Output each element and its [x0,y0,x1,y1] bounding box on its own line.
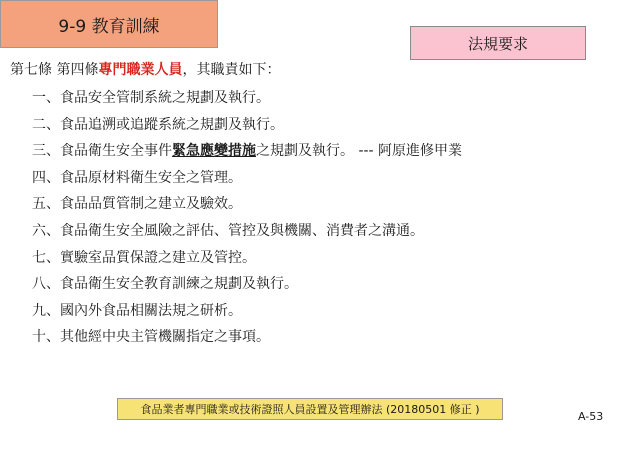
duty-item: 一、食品安全管制系統之規劃及執行。 [32,90,270,106]
duty-item [32,141,462,161]
regulation-badge [410,26,586,60]
article-prefix: 第七條 第四條 [10,62,99,78]
duty-item: 十、其他經中央主管機關指定之事項。 [32,329,270,346]
duty-item: 六、食品衛生安全風險之評估、管控及與機關、消費者之溝通。 [32,222,424,239]
article-role: 專門職業人員 [98,62,183,78]
article-suffix: ，其職責如下： [182,62,281,78]
duty-item: 七、實驗室品質保證之建立及管控。 [32,249,256,266]
duty-emphasis: 緊急應變措施 [172,143,256,160]
duty-item: 八、食品衛生安全教育訓練之規劃及執行。 [32,276,298,293]
duty-item: 二、食品追溯或追蹤系統之規劃及執行。 [32,116,284,133]
duty-item: 四、食品原材料衛生安全之管理。 [32,169,242,186]
section-title: 9-9 教育訓練 [58,16,160,37]
page-number: A-53 [578,410,604,423]
duty-text-before: 三、食品衛生安全事件 [32,143,172,160]
duty-list [32,88,462,354]
section-title-tab [0,0,218,48]
duty-item: 九、國內外食品相關法規之研析。 [32,302,242,319]
source-citation [117,398,503,420]
regulation-badge-label: 法規要求 [467,34,528,53]
duty-text-after: 之規劃及執行。 --- 阿原進修甲業 [256,143,463,160]
source-citation-text: 食品業者專門職業或技術證照人員設置及管理辦法 (20180501 修正 ) [140,403,480,416]
duty-item: 五、食品品質管制之建立及驗效。 [32,196,242,213]
article-intro [10,60,280,80]
